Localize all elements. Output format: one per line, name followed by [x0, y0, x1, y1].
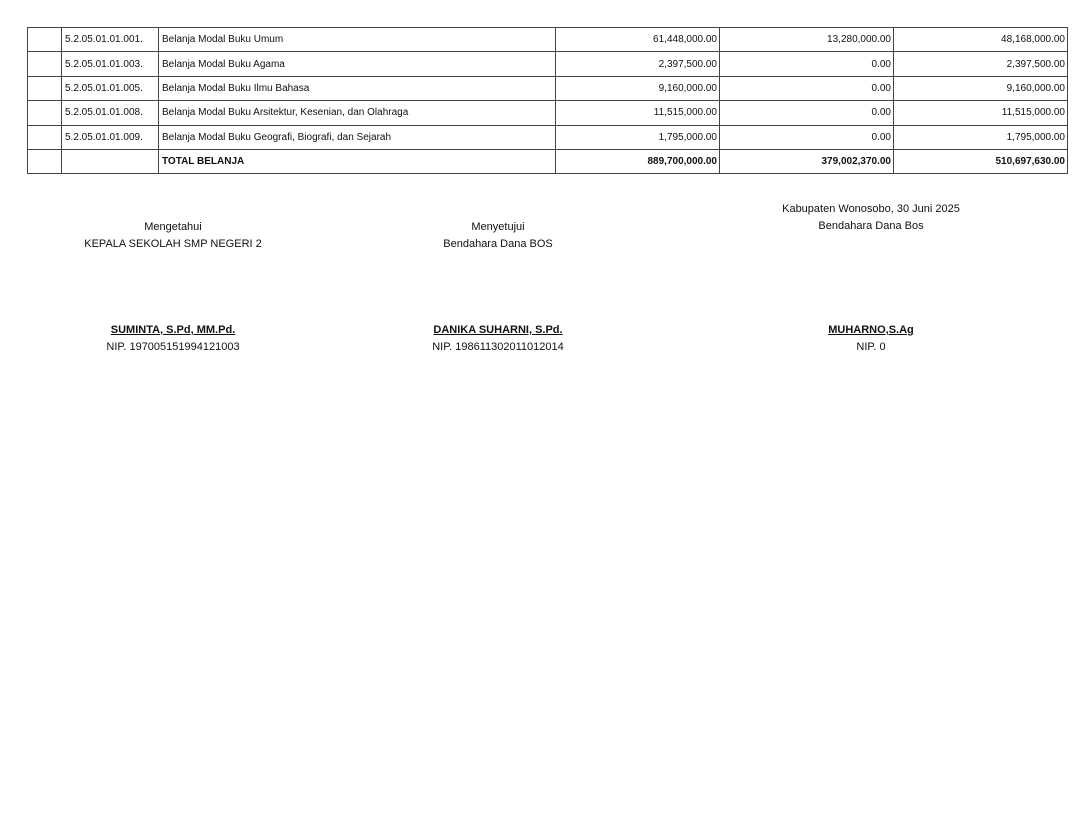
signature-role: Bendahara Dana Bos [818, 220, 924, 232]
realization-amount: 13,280,000.00 [720, 28, 894, 52]
budget-amount: 9,160,000.00 [556, 76, 720, 100]
total-realization: 379,002,370.00 [720, 149, 894, 173]
signature-name: DANIKA SUHARNI, S.Pd. [433, 324, 563, 336]
account-code: 5.2.05.01.01.008. [62, 101, 159, 125]
row-number [28, 28, 62, 52]
realization-amount: 0.00 [720, 52, 894, 76]
table-row [28, 125, 1068, 149]
signature-role: KEPALA SEKOLAH SMP NEGERI 2 [84, 238, 262, 250]
signature-middle-name-block [398, 322, 598, 356]
remaining-amount: 1,795,000.00 [894, 125, 1068, 149]
place-date: Kabupaten Wonosobo, 30 Juni 2025 [782, 203, 960, 215]
budget-amount: 11,515,000.00 [556, 101, 720, 125]
signature-nip: NIP. 0 [856, 341, 886, 353]
realization-amount: 0.00 [720, 125, 894, 149]
row-number [28, 125, 62, 149]
remaining-amount: 48,168,000.00 [894, 28, 1068, 52]
signature-caption: Mengetahui [144, 221, 202, 233]
realization-amount: 0.00 [720, 101, 894, 125]
signature-name: MUHARNO,S.Ag [828, 324, 914, 336]
budget-amount: 61,448,000.00 [556, 28, 720, 52]
budget-amount: 1,795,000.00 [556, 125, 720, 149]
signature-role: Bendahara Dana BOS [443, 238, 553, 250]
total-remaining: 510,697,630.00 [894, 149, 1068, 173]
signature-nip: NIP. 198611302011012014 [432, 341, 564, 353]
row-number [28, 76, 62, 100]
signature-name: SUMINTA, S.Pd, MM.Pd. [110, 324, 236, 336]
account-code: 5.2.05.01.01.005. [62, 76, 159, 100]
account-description: Belanja Modal Buku Geografi, Biografi, dan Sejarah [159, 125, 556, 149]
total-label: TOTAL BELANJA [159, 149, 556, 173]
table-row [28, 52, 1068, 76]
budget-amount: 2,397,500.00 [556, 52, 720, 76]
account-description: Belanja Modal Buku Agama [159, 52, 556, 76]
account-description: Belanja Modal Buku Arsitektur, Kesenian, dan Olahraga [159, 101, 556, 125]
signature-left-name-block [73, 322, 273, 356]
total-empty-cell [62, 149, 159, 173]
table-row [28, 76, 1068, 100]
table-row [28, 101, 1068, 125]
account-code: 5.2.05.01.01.003. [62, 52, 159, 76]
remaining-amount: 2,397,500.00 [894, 52, 1068, 76]
row-number [28, 52, 62, 76]
table-row [28, 28, 1068, 52]
account-description: Belanja Modal Buku Ilmu Bahasa [159, 76, 556, 100]
signature-caption: Menyetujui [471, 221, 525, 233]
account-code: 5.2.05.01.01.001. [62, 28, 159, 52]
total-empty-cell [28, 149, 62, 173]
remaining-amount: 11,515,000.00 [894, 101, 1068, 125]
row-number [28, 101, 62, 125]
signature-middle [398, 219, 598, 253]
signature-left [73, 219, 273, 253]
signature-right-name-block [756, 322, 986, 356]
signature-right [756, 201, 986, 235]
remaining-amount: 9,160,000.00 [894, 76, 1068, 100]
total-budget: 889,700,000.00 [556, 149, 720, 173]
account-code: 5.2.05.01.01.009. [62, 125, 159, 149]
total-row [28, 149, 1068, 173]
budget-table [27, 27, 1068, 174]
signature-nip: NIP. 197005151994121003 [106, 341, 240, 353]
realization-amount: 0.00 [720, 76, 894, 100]
account-description: Belanja Modal Buku Umum [159, 28, 556, 52]
